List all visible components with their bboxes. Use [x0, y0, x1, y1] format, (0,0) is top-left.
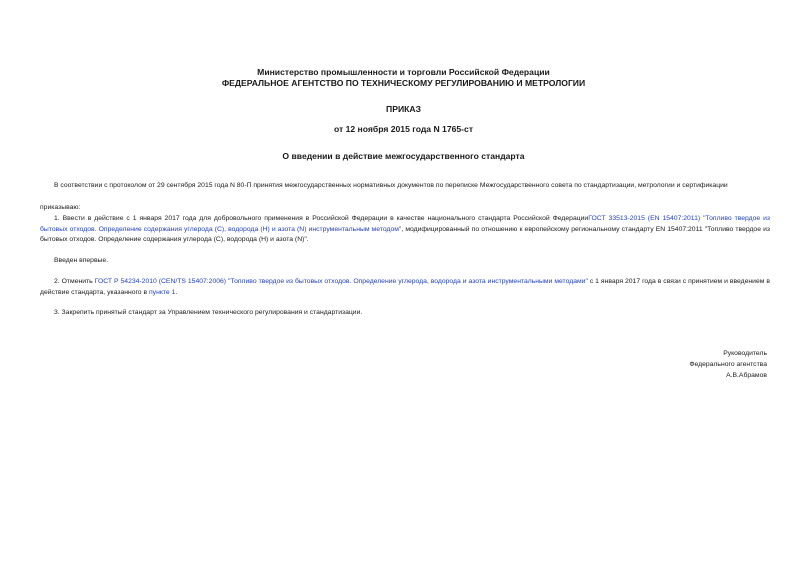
- introduced-note: Введен впервые.: [54, 257, 109, 264]
- item-1-suffix: , модифицированный по отношению к европейскому региональному стандарту EN 15407:2011 "Топливо твердое из бытовых отходов. Определение содержания углерода (С), водорода (Н) и азота (N)".: [40, 225, 770, 244]
- order-subject: О введении в действие межгосударственного стандарта: [282, 151, 525, 161]
- signature-block: [689, 348, 767, 381]
- signature-name: А.В.Абрамов: [726, 372, 767, 379]
- signature-position: Руководитель: [723, 350, 767, 357]
- protocol-paragraph: В соответствии с протоколом от 29 сентября 2015 года N 80-П принятия межгосударственных нормативных документов по переписке Межгосударственного совета по стандартизации, метрологии и сертификации: [54, 182, 728, 189]
- agency-name: ФЕДЕРАЛЬНОЕ АГЕНТСТВО ПО ТЕХНИЧЕСКОМУ РЕГУЛИРОВАНИЮ И МЕТРОЛОГИИ: [221, 78, 586, 88]
- order-word: приказываю:: [40, 204, 81, 211]
- order-label: ПРИКАЗ: [386, 104, 421, 114]
- gost-r-54234-title-link[interactable]: "Топливо твердое из бытовых отходов. Определение углерода, водорода и азота инструментальными методами": [228, 278, 588, 285]
- item-2-middle: с 1 января 2017 года в связи с принятием и введением в действие стандарта, указанного в: [40, 278, 770, 296]
- item-1-reference-link[interactable]: пункте 1: [148, 288, 176, 296]
- item-1-prefix: 1. Ввести в действие с 1 января 2017 года для добровольного применения в Российской Федерации в качестве национального стандарта Российской Федерации: [54, 215, 589, 222]
- order-date: от 12 ноября 2015 года N 1765-ст: [333, 124, 474, 134]
- item-1-paragraph: [40, 214, 770, 246]
- item-2-end: .: [175, 288, 178, 296]
- gost-33513-link[interactable]: ГОСТ 33513-2015 (EN 15407:2011): [588, 215, 701, 222]
- gost-33513-title-link[interactable]: "Топливо твердое из бытовых отходов. Определение содержания углерода (С), водорода (Н) и азота (N) инструментальным методом": [40, 215, 771, 233]
- item-3-paragraph: 3. Закрепить принятый стандарт за Управлением технического регулирования и стандартизации.: [54, 309, 363, 316]
- signature-org: Федерального агентства: [689, 361, 767, 368]
- item-2-prefix: 2. Отменить: [54, 278, 95, 285]
- gost-r-54234-link[interactable]: ГОСТ Р 54234-2010 (CEN/TS 15407:2006): [94, 278, 227, 285]
- item-2-paragraph: [40, 277, 770, 298]
- ministry-name: Министерство промышленности и торговли Российской Федерации: [257, 67, 550, 77]
